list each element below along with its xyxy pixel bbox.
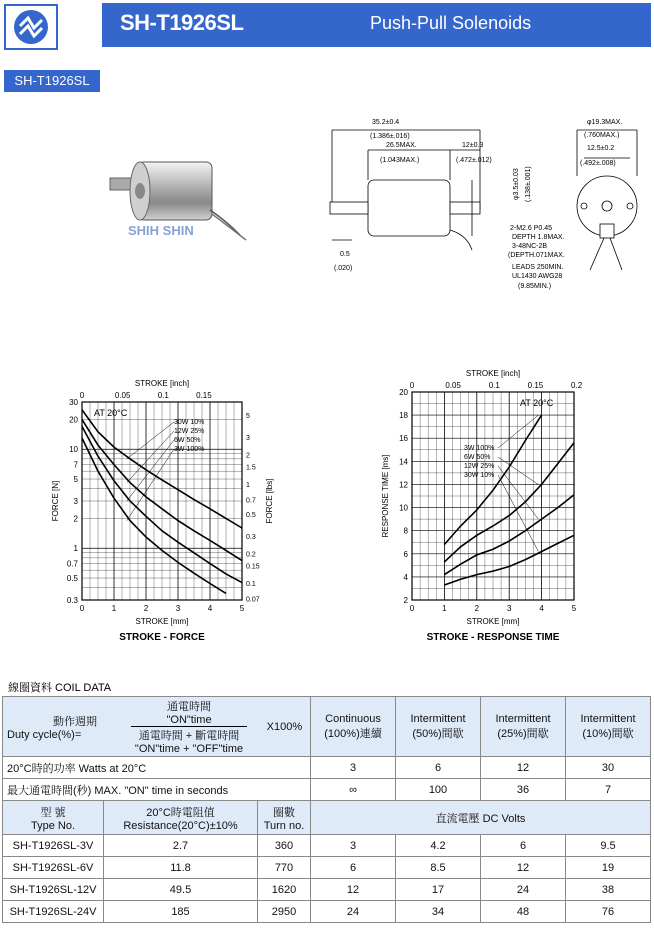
dim-overall-in: (1.386±.016) — [370, 133, 410, 140]
x2-tick-label: 0.05 — [445, 381, 461, 390]
y2-tick-label: 1 — [246, 482, 250, 490]
chart-annotation: AT 20°C — [520, 398, 554, 408]
x-tick-label: 2 — [474, 604, 480, 613]
on-time-cell: ∞ — [311, 779, 396, 801]
y-tick-label: 12 — [399, 480, 408, 490]
col-continuous — [311, 697, 396, 757]
y-tick-label: 10 — [69, 445, 78, 455]
dc-volts-cell: 24 — [311, 901, 396, 923]
y-tick-label: 10 — [399, 503, 408, 513]
y-tick-label: 7 — [73, 460, 78, 470]
col-50-l1: Intermittent — [410, 712, 466, 725]
type-header — [3, 801, 104, 835]
coil-row — [3, 835, 651, 857]
duty-cycle-cn: 動作週期 — [53, 715, 97, 728]
frac-top-cn: 通電時間 — [167, 701, 212, 713]
legend-label: 30W 10% — [174, 419, 205, 426]
legend-label: 12W 25% — [464, 463, 495, 470]
type-header-cn: 型 號 — [40, 806, 66, 819]
resistance-cell: 11.8 — [104, 857, 258, 879]
dc-volts-cell: 12 — [481, 857, 566, 879]
x-tick-label: 0 — [409, 604, 415, 613]
y-tick-label: 4 — [403, 572, 408, 582]
on-time-cell: 36 — [481, 779, 566, 801]
x2-tick-label: 0.15 — [196, 391, 212, 400]
dim-od-in: (.760MAX.) — [584, 132, 620, 139]
x-tick-label: 1 — [442, 604, 447, 613]
legend-label: 6W 50% — [174, 437, 201, 444]
dc-volts-cell: 9.5 — [566, 835, 651, 857]
note-leads-1: LEADS 250MIN. — [512, 264, 564, 271]
x2-tick-label: 0.1 — [157, 391, 169, 400]
product-title: Push-Pull Solenoids — [370, 13, 532, 33]
power-cell: 3 — [311, 757, 396, 779]
dc-volts-cell: 24 — [481, 879, 566, 901]
x-tick-label: 5 — [239, 604, 245, 613]
product-photo — [100, 140, 250, 250]
y2-tick-label: 0.5 — [246, 511, 256, 519]
model-tag: SH-T1926SL — [4, 70, 100, 92]
y-axis-label: FORCE [N] — [51, 480, 60, 522]
x-tick-label: 5 — [571, 604, 577, 613]
legend-leader — [498, 466, 538, 519]
x-tick-label: 1 — [111, 604, 117, 613]
col-10-l2: (10%)間歇 — [582, 727, 634, 740]
note-thread-1: 2-M2.6 P0.45 — [510, 225, 553, 232]
type-cell: SH-T1926SL-24V — [3, 901, 104, 923]
legend-leader — [127, 422, 174, 459]
y2-tick-label: 0.07 — [246, 596, 260, 604]
y-tick-label: 16 — [399, 434, 408, 444]
note-leads-3: (9.85MIN.) — [518, 283, 552, 290]
resistance-cell: 185 — [104, 901, 258, 923]
x2-tick-label: 0.2 — [571, 381, 583, 390]
y-tick-label: 6 — [403, 549, 408, 559]
frac-bot-cn: 通電時間 + 斷電時間 — [138, 730, 240, 742]
y2-tick-label: 0.3 — [246, 533, 256, 541]
x-axis-label: STROKE [mm] — [135, 617, 189, 626]
frac-bot-en: "ON"time + "OFF"time — [134, 743, 244, 755]
note-thread-4: (DEPTH.071MAX. — [508, 252, 565, 259]
on-time-cell: 100 — [396, 779, 481, 801]
col-continuous-l1: Continuous — [325, 712, 381, 725]
y-tick-label: 0.7 — [66, 559, 78, 569]
y2-tick-label: 0.1 — [246, 581, 256, 589]
dim-pitch: 12.5±0.2 — [587, 145, 615, 152]
chart-annotation: AT 20°C — [94, 408, 128, 418]
dim-shaft-in: (.472±.012) — [456, 157, 492, 164]
note-leads-2: UL1430 AWG28 — [512, 273, 563, 280]
coil-row — [3, 879, 651, 901]
y2-tick-label: 3 — [246, 434, 250, 442]
y-tick-label: 20 — [399, 388, 408, 397]
turn-cell: 360 — [258, 835, 311, 857]
col-50-l2: (50%)間歇 — [412, 727, 464, 740]
col-25-l2: (25%)間歇 — [497, 727, 549, 740]
power-cell: 12 — [481, 757, 566, 779]
dimension-drawing — [322, 110, 652, 300]
x2-axis-label: STROKE [inch] — [134, 379, 190, 388]
legend-label: 3W 100% — [464, 445, 495, 452]
legend-leader — [127, 431, 174, 483]
turn-cell: 2950 — [258, 901, 311, 923]
legend-leader — [127, 449, 174, 521]
duty-cycle-header — [3, 697, 311, 757]
chart-title: STROKE - RESPONSE TIME — [426, 632, 560, 643]
x2-tick-label: 0.05 — [114, 391, 131, 400]
resistance-header — [104, 801, 258, 835]
coil-row — [3, 901, 651, 923]
coil-data-table — [2, 696, 651, 923]
dim-overall: 35.2±0.4 — [372, 119, 400, 126]
dc-volts-cell: 6 — [311, 857, 396, 879]
resistance-header-en: Resistance(20°C)±10% — [123, 819, 238, 832]
dim-pitch-in: (.492±.008) — [580, 160, 616, 167]
duty-fraction-cell — [117, 698, 261, 755]
dc-volts-cell: 48 — [481, 901, 566, 923]
x-tick-label: 3 — [506, 604, 512, 613]
stroke-response-chart — [370, 360, 640, 650]
x2-tick-label: 0 — [79, 391, 85, 400]
dc-volts-cell: 76 — [566, 901, 651, 923]
dc-volts-cell: 34 — [396, 901, 481, 923]
duty-cycle-cell — [5, 698, 117, 755]
on-time-cell: 7 — [566, 779, 651, 801]
x-tick-label: 3 — [175, 604, 181, 613]
model-title: SH-T1926SL — [120, 10, 244, 35]
x-tick-label: 2 — [143, 604, 149, 613]
y-tick-label: 30 — [69, 398, 78, 407]
x-axis-label: STROKE [mm] — [466, 617, 520, 626]
type-cell: SH-T1926SL-6V — [3, 857, 104, 879]
x-tick-label: 4 — [207, 604, 213, 613]
resistance-cell: 2.7 — [104, 835, 258, 857]
photo-watermark: SHIH SHIN — [128, 223, 194, 238]
type-cell: SH-T1926SL-12V — [3, 879, 104, 901]
x2-tick-label: 0 — [409, 381, 415, 390]
y-tick-label: 18 — [399, 411, 408, 421]
dc-volts-cell: 38 — [566, 879, 651, 901]
note-thread-2: DEPTH 1.8MAX. — [512, 234, 565, 241]
legend-label: 3W 100% — [174, 446, 205, 453]
duty-fraction — [131, 698, 247, 755]
legend-label: 6W 50% — [464, 454, 491, 461]
duty-cycle-label: Duty cycle(%)= — [7, 728, 82, 741]
y2-tick-label: 0.7 — [246, 497, 256, 505]
turn-header-cn: 圈數 — [273, 806, 295, 819]
y-tick-label: 8 — [403, 526, 408, 536]
turn-cell: 770 — [258, 857, 311, 879]
legend-label: 12W 25% — [174, 428, 205, 435]
coil-data-caption: 線圈資料 COIL DATA — [8, 682, 112, 694]
col-10-l1: Intermittent — [580, 712, 636, 725]
y2-axis-label: FORCE [lbs] — [265, 478, 274, 524]
legend-label: 30W 10% — [464, 472, 495, 479]
dim-gap-in: (.020) — [334, 265, 353, 272]
y2-tick-label: 0.2 — [246, 551, 256, 559]
dc-volts-cell: 6 — [481, 835, 566, 857]
y2-tick-label: 1.5 — [246, 464, 256, 472]
y2-tick-label: 2 — [246, 452, 250, 460]
y-tick-label: 2 — [403, 596, 408, 605]
dim-shaft: 12±0.3 — [462, 142, 484, 149]
col-continuous-l2: (100%)連續 — [324, 727, 382, 740]
type-cell: SH-T1926SL-3V — [3, 835, 104, 857]
y-tick-label: 0.3 — [66, 596, 78, 605]
dim-od: φ19.3MAX. — [587, 119, 623, 126]
y-tick-label: 20 — [69, 415, 78, 425]
x2-tick-label: 0.1 — [488, 381, 500, 390]
turn-cell: 1620 — [258, 879, 311, 901]
resistance-header-cn: 20°C時電阻值 — [146, 806, 215, 819]
dim-gap: 0.5 — [340, 251, 350, 258]
y2-tick-label: 5 — [246, 412, 250, 420]
y-tick-label: 3 — [73, 497, 78, 506]
type-header-en: Type No. — [30, 819, 76, 832]
x100-label: X100% — [266, 720, 303, 733]
frac-top-en: "ON"time — [166, 714, 212, 726]
dc-volts-cell: 3 — [311, 835, 396, 857]
x2-axis-label: STROKE [inch] — [465, 369, 521, 378]
col-25-l1: Intermittent — [495, 712, 551, 725]
dc-volts-header: 直流電壓 DC Volts — [311, 801, 651, 835]
on-time-label: 最大通電時間(秒) MAX. "ON" time in seconds — [3, 779, 311, 801]
turn-header-en: Turn no. — [263, 819, 305, 832]
dc-volts-cell: 8.5 — [396, 857, 481, 879]
legend-leader — [498, 475, 538, 551]
dim-dia: φ3.5±0.03 — [513, 168, 520, 200]
company-logo — [4, 4, 58, 50]
y-tick-label: 2 — [73, 514, 78, 524]
dim-body-in: (1.043MAX.) — [380, 157, 420, 164]
y2-tick-label: 0.15 — [246, 563, 260, 571]
y-axis-label: RESPONSE TIME [ms] — [381, 454, 390, 538]
power-label: 20°C時的功率 Watts at 20°C — [3, 757, 311, 779]
x2-tick-label: 0.15 — [527, 381, 544, 390]
dim-body: 26.5MAX. — [386, 142, 417, 149]
y-tick-label: 5 — [73, 475, 78, 485]
stroke-force-chart — [40, 360, 300, 650]
dc-volts-cell: 12 — [311, 879, 396, 901]
note-thread-3: 3-48NC-2B — [512, 243, 548, 250]
col-intermittent-25 — [481, 697, 566, 757]
x-tick-label: 0 — [79, 604, 85, 613]
y-tick-label: 1 — [73, 544, 78, 554]
y-tick-label: 14 — [399, 457, 408, 467]
dc-volts-cell: 19 — [566, 857, 651, 879]
resistance-cell: 49.5 — [104, 879, 258, 901]
power-cell: 6 — [396, 757, 481, 779]
legend-leader — [498, 415, 538, 448]
dc-volts-cell: 17 — [396, 879, 481, 901]
chart-title: STROKE - FORCE — [119, 632, 205, 643]
col-intermittent-50 — [396, 697, 481, 757]
power-cell: 30 — [566, 757, 651, 779]
dc-volts-cell: 4.2 — [396, 835, 481, 857]
turn-header — [258, 801, 311, 835]
col-intermittent-10 — [566, 697, 651, 757]
dim-dia-in: (.138±.001) — [525, 166, 532, 202]
coil-row — [3, 857, 651, 879]
x-tick-label: 4 — [539, 604, 544, 613]
y-tick-label: 0.5 — [66, 574, 78, 584]
